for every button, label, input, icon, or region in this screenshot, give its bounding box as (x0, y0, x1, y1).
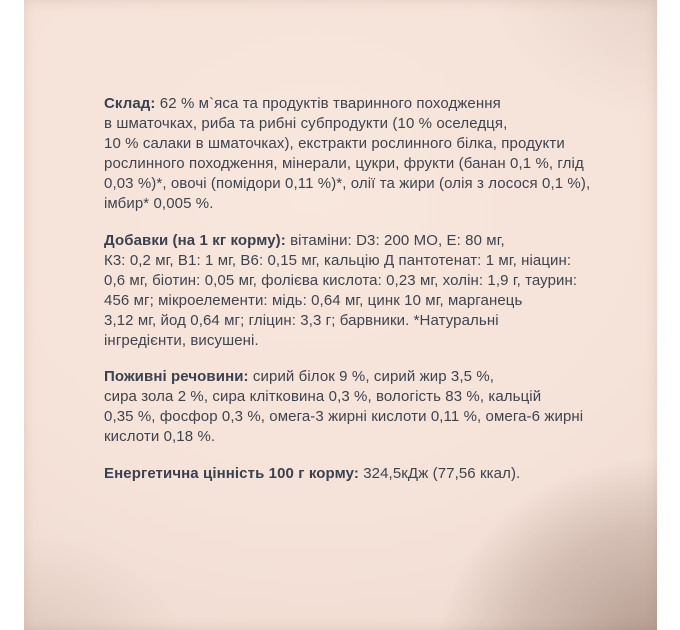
energy-header: Енергетична цінність 100 г корму: (104, 465, 359, 482)
label-line (104, 231, 624, 251)
label-line: К3: 0,2 мг, В1: 1 мг, В6: 0,15 мг, кальцію Д пантотенат: 1 мг, ніацин: (104, 252, 572, 269)
label-line: 0,6 мг, біотин: 0,05 мг, фолієва кислота: 0,23 мг, холін: 1,9 г, таурин: (104, 272, 578, 289)
label-card (24, 0, 657, 630)
label-line (104, 367, 624, 387)
label-line: інгредієнти, висушені. (104, 332, 259, 349)
section-energy (104, 464, 624, 484)
section-composition (104, 94, 624, 214)
label-line-text: 62 % м`яса та продуктів тваринного походження (159, 95, 501, 112)
label-line-text: вітаміни: D3: 200 МО, Е: 80 мг, (290, 232, 505, 249)
section-nutrients (104, 367, 624, 447)
label-line (104, 94, 624, 114)
label-line (104, 464, 624, 484)
label-line: сира зола 2 %, сира клітковина 0,3 %, вологість 83 %, кальцій (104, 388, 542, 405)
label-line: в шматочках, риба та рибні субпродукти (10 % оселедця, (104, 115, 508, 132)
label-line: рослинного походження, мінерали, цукри, фрукти (банан 0,1 %, глід (104, 155, 584, 172)
label-line: 10 % салаки в шматочках), екстракти рослинного білка, продукти (104, 135, 565, 152)
label-text (104, 94, 624, 484)
label-line: 0,03 %)*, овочі (помідори 0,11 %)*, олії та жири (олія з лосося 0,1 %), (104, 175, 591, 192)
label-line: кислоти 0,18 %. (104, 428, 216, 445)
label-line: 3,12 мг, йод 0,64 мг; гліцин: 3,3 г; барвники. *Натуральні (104, 312, 499, 329)
nutrients-header: Поживні речовини: (104, 368, 249, 385)
label-line: 0,35 %, фосфор 0,3 %, омега-3 жирні кислоти 0,11 %, омега-6 жирні (104, 408, 584, 425)
label-line: 456 мг; мікроелементи: мідь: 0,64 мг, цинк 10 мг, марганець (104, 292, 523, 309)
composition-header: Склад: (104, 95, 156, 112)
label-line-text: сирий білок 9 %, сирий жир 3,5 %, (252, 368, 495, 385)
section-additives (104, 231, 624, 351)
additives-header: Добавки (на 1 кг корму): (104, 232, 286, 249)
label-line: імбир* 0,005 %. (104, 195, 214, 212)
label-line-text: 324,5кДж (77,56 ккал). (363, 465, 521, 482)
